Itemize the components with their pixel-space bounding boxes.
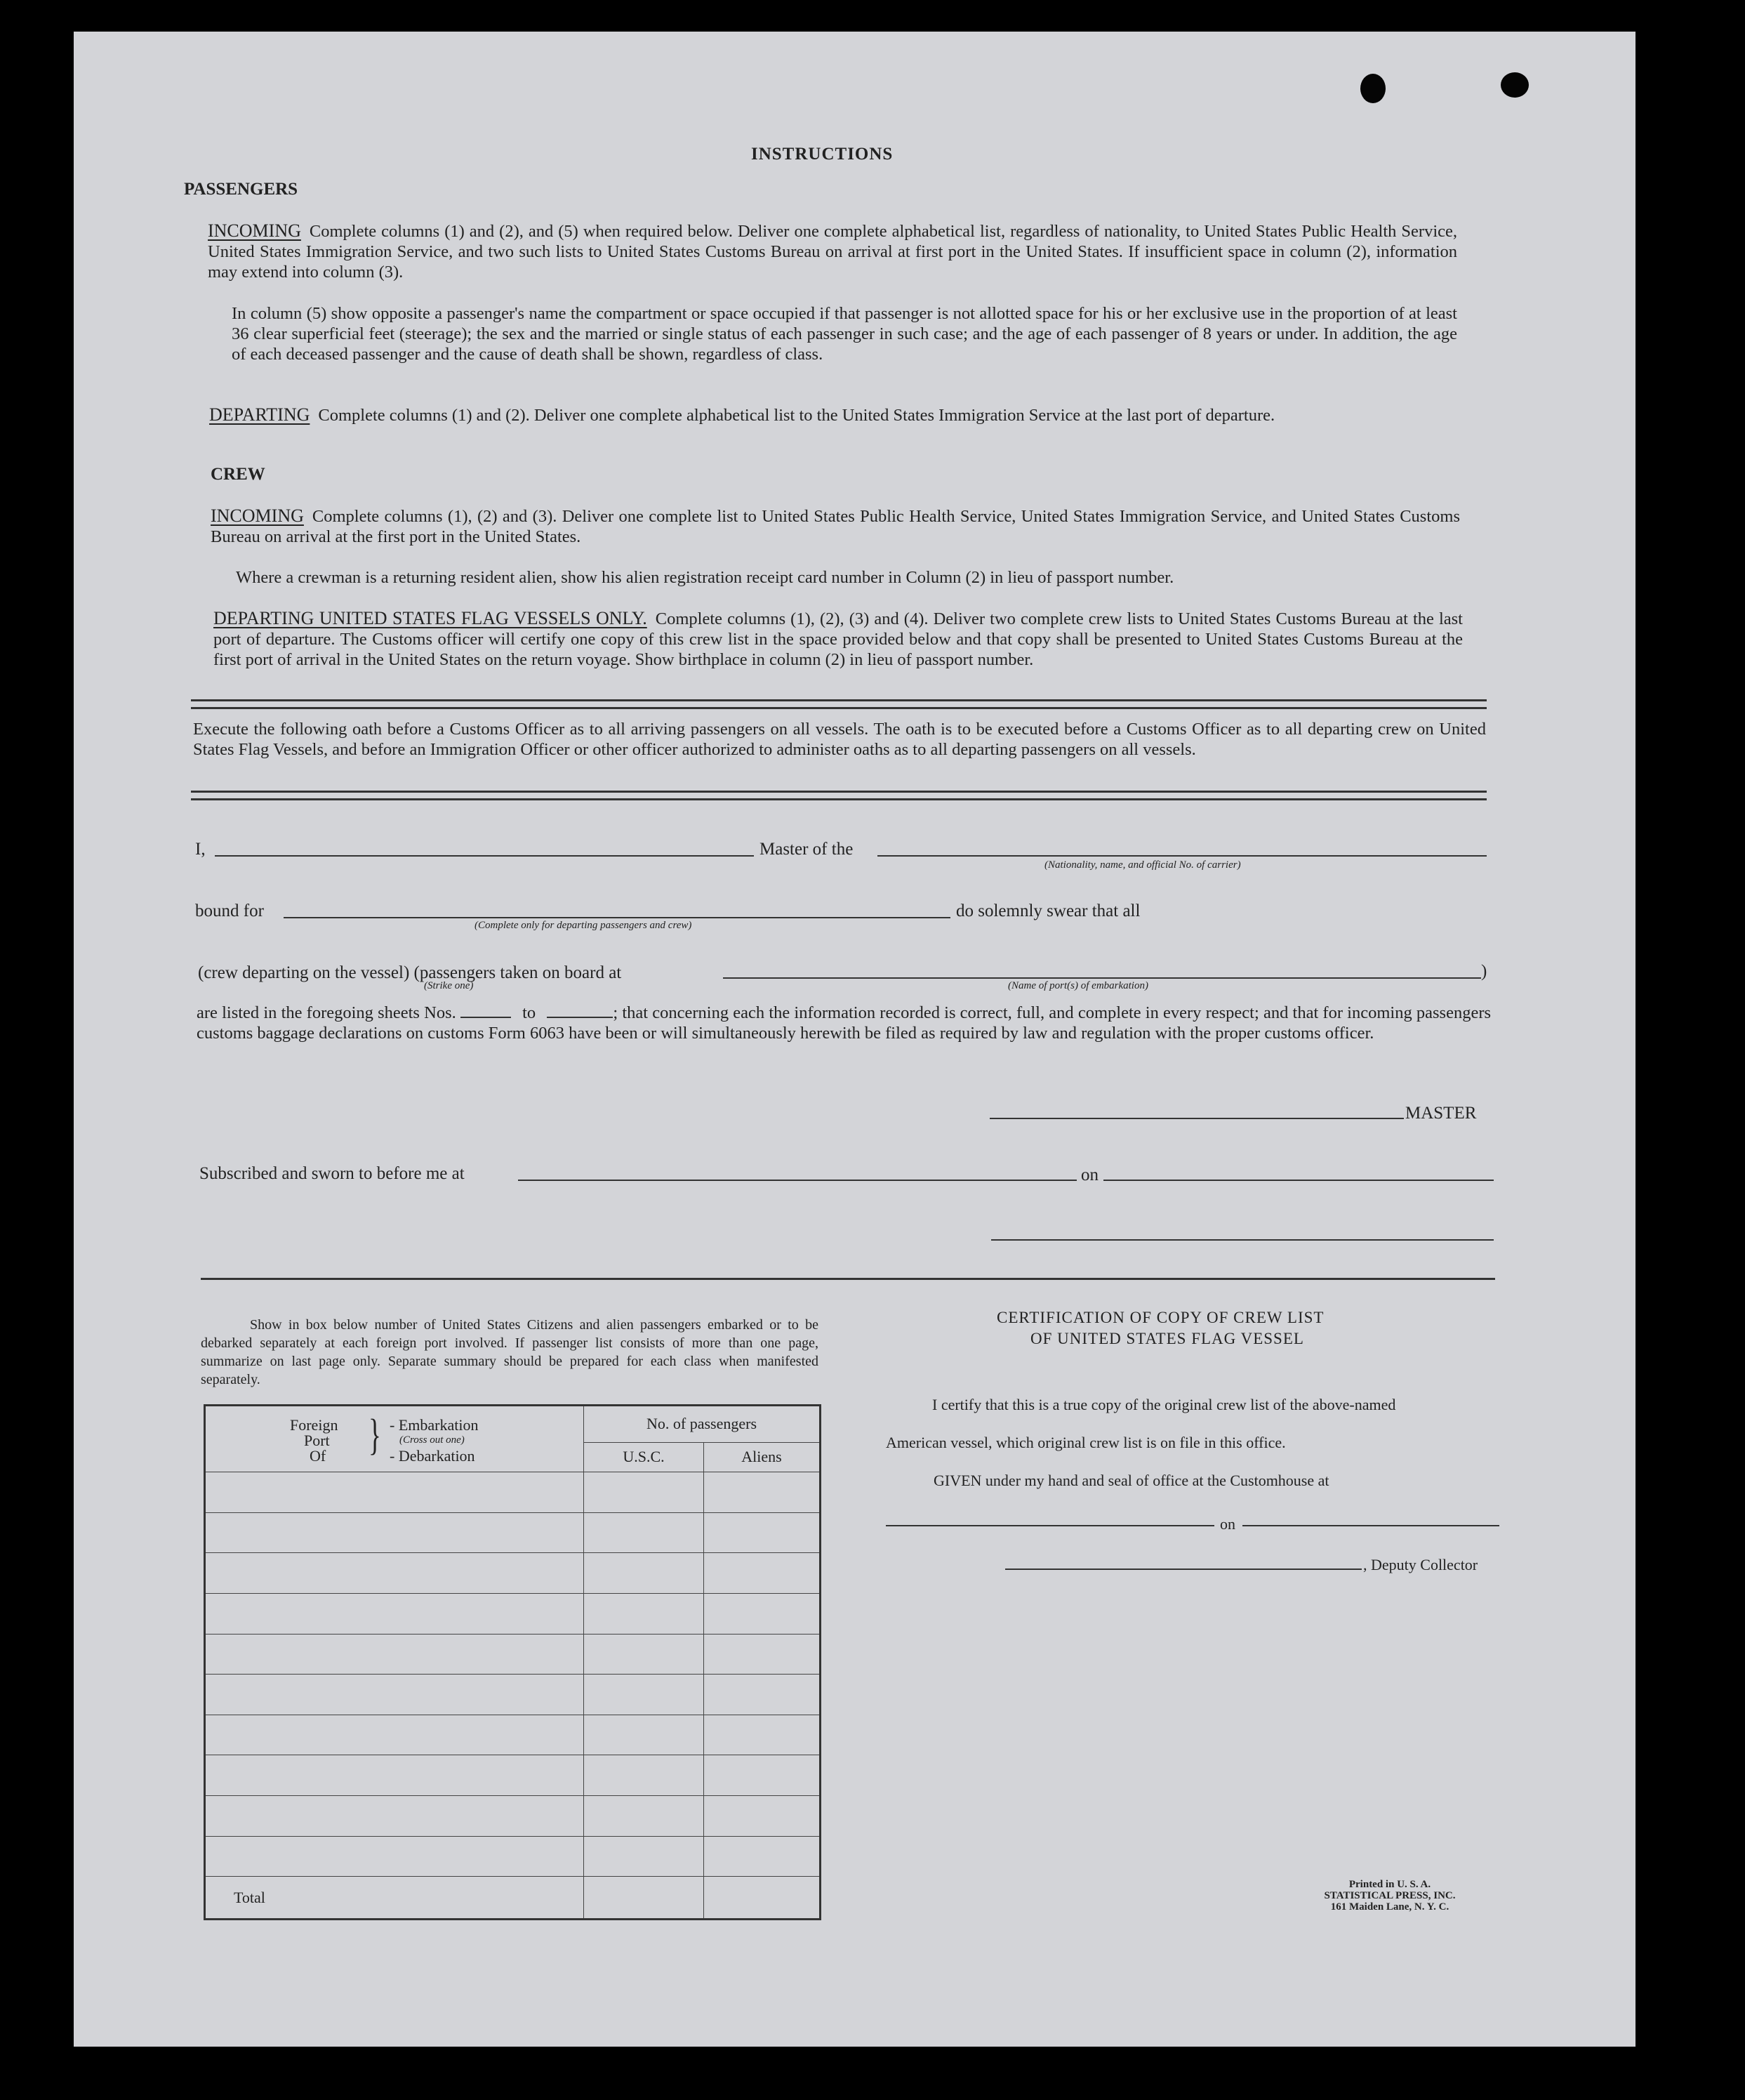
- carrier-hint: (Nationality, name, and official No. of carrier): [1044, 859, 1241, 871]
- passengers-departing-paragraph: [209, 404, 1459, 425]
- deputy-signature-field[interactable]: [1005, 1569, 1362, 1570]
- port-cell[interactable]: [205, 1553, 584, 1594]
- passengers-heading: PASSENGERS: [184, 180, 298, 199]
- no-of-passengers-header: No. of passengers: [584, 1406, 821, 1443]
- listed-text-1: are listed in the foregoing sheets Nos.: [197, 1003, 456, 1022]
- cross-out-hint: (Cross out one): [399, 1434, 465, 1446]
- oath-note-text: Execute the following oath before a Customs Officer as to all arriving passengers on all vessels. The oath is to be executed before a Customs Officer as to all departing crew on United States Flag Vessels, and before an Immigration Officer or other officer authorized to administer oaths as to all departing passengers on all vessels.: [193, 720, 1486, 759]
- crew-incoming-paragraph: [211, 506, 1460, 547]
- crew-departing-label: DEPARTING UNITED STATES FLAG VESSELS ONLY.: [213, 608, 647, 628]
- aliens-cell[interactable]: [704, 1553, 821, 1594]
- port-cell[interactable]: [205, 1755, 584, 1796]
- port-cell[interactable]: [205, 1715, 584, 1755]
- to-label: to: [522, 1003, 536, 1022]
- punch-hole-right: [1501, 72, 1529, 98]
- aliens-cell[interactable]: [704, 1634, 821, 1675]
- certify-text-1: I certify that this is a true copy of the original crew list of the above-named: [932, 1396, 1396, 1413]
- passengers-column5-text: In column (5) show opposite a passenger's name the compartment or space occupied if that passenger is not allotted space for his or her exclusive use in the proportion of at least 36 clear superficial feet (steerage); the sex and the married or single status of each passenger in such case; and the age of each passenger of 8 years or under. In addition, the age of each deceased passenger and the cause of death shall be shown, regardless of class.: [232, 304, 1457, 364]
- separator-double-rule-1: [191, 699, 1487, 709]
- sheet-from-field[interactable]: [460, 1017, 511, 1018]
- crew-resident-paragraph: [236, 567, 1464, 588]
- usc-cell[interactable]: [584, 1553, 704, 1594]
- passengers-incoming-text: Complete columns (1) and (2), and (5) when required below. Deliver one complete alphabetical list, regardless of nationality, to United States Public Health Service, United States Immigration Service, and two such lists to United States Customs Bureau on arrival at first port in the United States. If insufficient space in column (2), information may extend into column (3).: [208, 222, 1457, 282]
- port-header-cell: [205, 1406, 584, 1472]
- printer-line-3: 161 Maiden Lane, N. Y. C.: [1330, 1901, 1449, 1913]
- port-cell[interactable]: [205, 1796, 584, 1837]
- port-cell[interactable]: [205, 1675, 584, 1715]
- usc-cell[interactable]: [584, 1593, 704, 1634]
- certification-heading-1: CERTIFICATION OF COPY OF CREW LIST: [997, 1309, 1325, 1326]
- crew-incoming-text: Complete columns (1), (2) and (3). Deliver one complete list to United States Public Health Service, United States Immigration Service, and United States Customs Bureau on arrival at the first port in the United States.: [211, 507, 1460, 546]
- ports-field[interactable]: [723, 977, 1481, 979]
- subscribed-place-field[interactable]: [518, 1180, 1077, 1181]
- port-cell[interactable]: [205, 1512, 584, 1553]
- crew-departing-paragraph: [213, 608, 1463, 670]
- usc-cell[interactable]: [584, 1634, 704, 1675]
- summary-note-text: Show in box below number of United States Citizens and alien passengers embarked or to be debarked separately at each foreign port involved. If passenger list consists of more than one page, summarize on last page only. Separate summary should be prepared for each class when manifested separately.: [201, 1317, 818, 1387]
- usc-cell[interactable]: [584, 1472, 704, 1513]
- separator-double-rule-2: [191, 791, 1487, 800]
- ports-close-paren: ): [1481, 962, 1487, 981]
- aliens-cell[interactable]: [704, 1796, 821, 1837]
- strike-one-hint: (Strike one): [424, 980, 474, 991]
- subscribed-label: Subscribed and sworn to before me at: [199, 1164, 465, 1183]
- usc-header: U.S.C.: [584, 1442, 704, 1472]
- brace-icon: }: [368, 1411, 381, 1459]
- oath-note: [193, 719, 1486, 760]
- ports-hint: (Name of port(s) of embarkation): [1008, 980, 1148, 991]
- bound-for-hint: (Complete only for departing passengers and crew): [475, 920, 692, 931]
- of-label: Of: [310, 1447, 326, 1465]
- total-label: Total: [205, 1877, 584, 1920]
- usc-cell[interactable]: [584, 1675, 704, 1715]
- passengers-column5-paragraph: [232, 303, 1457, 364]
- embarkation-label: - Embarkation: [390, 1416, 479, 1434]
- bound-for-field[interactable]: [284, 917, 950, 918]
- usc-cell[interactable]: [584, 1715, 704, 1755]
- foreign-label: Foreign: [290, 1416, 338, 1434]
- printer-line-2: STATISTICAL PRESS, INC.: [1324, 1890, 1456, 1901]
- crew-resident-text: Where a crewman is a returning resident alien, show his alien registration receipt card number in Column (2) in lieu of passport number.: [236, 568, 1174, 587]
- port-label: Port: [304, 1432, 330, 1449]
- certify-text-2: American vessel, which original crew list is on file in this office.: [886, 1434, 1286, 1451]
- usc-cell[interactable]: [584, 1755, 704, 1796]
- passengers-incoming-label: INCOMING: [208, 220, 301, 241]
- instructions-title: INSTRUCTIONS: [751, 145, 894, 164]
- crew-heading: CREW: [211, 465, 265, 484]
- printer-imprint: [1285, 1879, 1495, 1913]
- officer-signature-field[interactable]: [991, 1239, 1494, 1241]
- certification-date-field[interactable]: [1242, 1525, 1499, 1526]
- aliens-cell[interactable]: [704, 1715, 821, 1755]
- subscribed-date-field[interactable]: [1103, 1180, 1494, 1181]
- crew-incoming-label: INCOMING: [211, 506, 304, 526]
- master-signature-field[interactable]: [990, 1118, 1404, 1119]
- customhouse-place-field[interactable]: [886, 1525, 1214, 1526]
- port-cell[interactable]: [205, 1836, 584, 1877]
- master-of-label: Master of the: [759, 840, 854, 859]
- total-usc-cell[interactable]: [584, 1877, 704, 1920]
- aliens-cell[interactable]: [704, 1836, 821, 1877]
- passengers-departing-text: Complete columns (1) and (2). Deliver one complete alphabetical list to the United States Immigration Service at the last port of departure.: [318, 406, 1275, 425]
- deputy-collector-label: , Deputy Collector: [1363, 1556, 1478, 1573]
- punch-hole-left: [1360, 74, 1386, 103]
- crew-departing-strike-text: (crew departing on the vessel) (passengers taken on board at: [198, 963, 622, 982]
- usc-cell[interactable]: [584, 1512, 704, 1553]
- port-cell[interactable]: [205, 1593, 584, 1634]
- total-aliens-cell[interactable]: [704, 1877, 821, 1920]
- separator-rule-3: [201, 1278, 1495, 1280]
- subscribed-on-label: on: [1081, 1165, 1099, 1184]
- master-label: MASTER: [1405, 1104, 1477, 1123]
- listed-text-2: ; that concerning each the information recorded is correct, full, and complete in every respect; and that for incoming passengers customs baggage declarations on customs Form 6063 have been or will simultaneously herewith be filed as required by law and regulation with the proper customs officer.: [197, 1003, 1492, 1043]
- crew-departing-text: Complete columns (1), (2), (3) and (4). Deliver two complete crew lists to United States Customs Bureau at the last port of departure. The Customs officer will certify one copy of this crew list in the space provided below and that copy shall be presented to United States Customs Bureau at the first port of arrival in the United States on the return voyage. Show birthplace in column (2) in lieu of passport number.: [213, 609, 1463, 669]
- aliens-cell[interactable]: [704, 1755, 821, 1796]
- usc-cell[interactable]: [584, 1836, 704, 1877]
- port-cell[interactable]: [205, 1472, 584, 1513]
- aliens-cell[interactable]: [704, 1675, 821, 1715]
- aliens-header: Aliens: [704, 1442, 821, 1472]
- swear-text: do solemnly swear that all: [956, 902, 1141, 920]
- passengers-departing-label: DEPARTING: [209, 404, 310, 425]
- given-text: GIVEN under my hand and seal of office at the Customhouse at: [934, 1472, 1329, 1489]
- usc-cell[interactable]: [584, 1796, 704, 1837]
- certification-on-label: on: [1220, 1515, 1235, 1533]
- aliens-cell[interactable]: [704, 1472, 821, 1513]
- debarkation-label: - Debarkation: [390, 1447, 475, 1465]
- sheet-to-field[interactable]: [547, 1017, 613, 1018]
- certification-heading-2: OF UNITED STATES FLAG VESSEL: [1030, 1330, 1304, 1347]
- passenger-summary-table: [204, 1404, 821, 1920]
- port-cell[interactable]: [205, 1634, 584, 1675]
- passengers-incoming-paragraph: [208, 220, 1457, 282]
- summary-note: [201, 1316, 818, 1389]
- printer-line-1: Printed in U. S. A.: [1348, 1879, 1431, 1890]
- oath-i-label: I,: [195, 840, 206, 859]
- master-name-field[interactable]: [215, 855, 754, 857]
- listed-paragraph: [197, 1003, 1491, 1043]
- aliens-cell[interactable]: [704, 1593, 821, 1634]
- bound-for-label: bound for: [195, 902, 264, 920]
- carrier-field[interactable]: [877, 855, 1487, 857]
- aliens-cell[interactable]: [704, 1512, 821, 1553]
